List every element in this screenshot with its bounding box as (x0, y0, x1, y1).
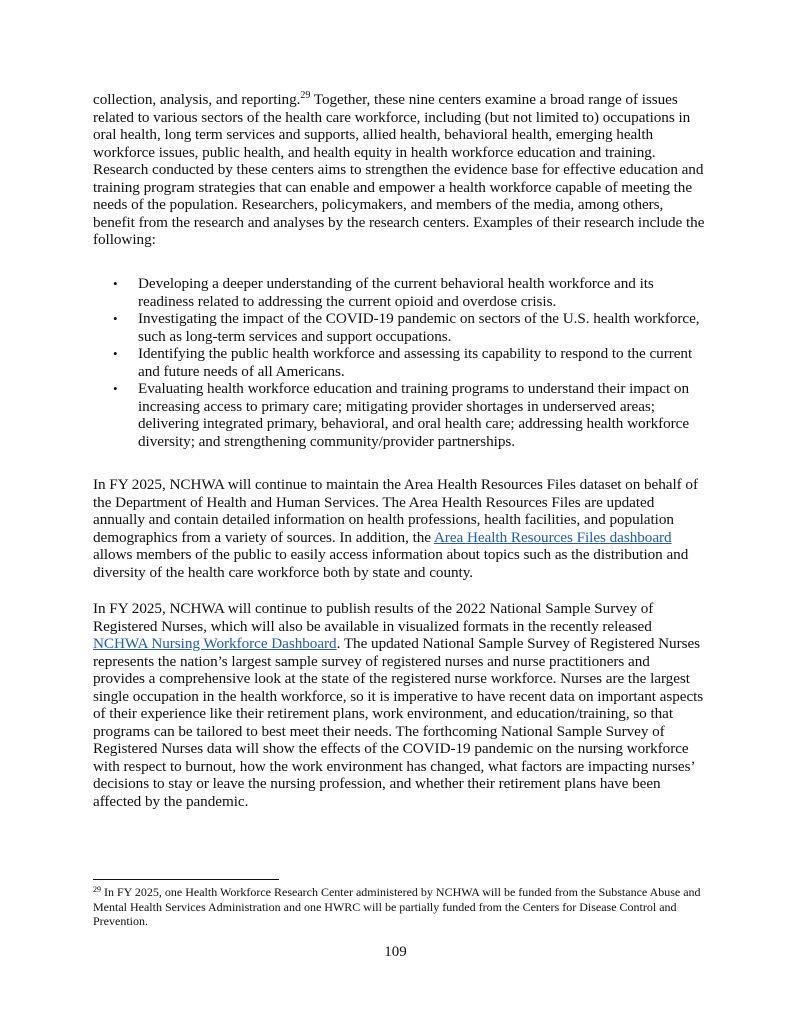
list-item-text: Developing a deeper understanding of the current behavioral health workforce and its readiness related to addressing the current opioid and overdose crisis. (138, 275, 654, 310)
page-number: 109 (384, 944, 407, 960)
paragraph-text: allows members of the public to easily access information about topics such as the distribution and diversity of the health care workforce both by state and county. (93, 546, 689, 581)
bullet-icon: • (113, 381, 118, 396)
paragraph-nursing-survey (93, 600, 705, 810)
research-examples-list (113, 275, 705, 450)
list-item (113, 345, 705, 380)
paragraph-text: In FY 2025, NCHWA will continue to maintain the Area Health Resources Files dataset on behalf of the Department of Health and Human Services. The Area Health Resources Files are updated annually and contain detailed information on health professions, health facilities, and population demographics from a variety of sources. In addition, the (93, 476, 698, 546)
footnote-number: 29 (93, 885, 101, 894)
list-item-text: Identifying the public health workforce and assessing its capability to respond to the current and future needs of all Americans. (138, 345, 693, 380)
list-item (113, 310, 705, 345)
bullet-icon: • (113, 276, 118, 291)
footnote (93, 885, 713, 929)
paragraph-text: collection, analysis, and reporting. (93, 91, 301, 108)
footnote-divider (93, 879, 279, 880)
bullet-icon: • (113, 346, 118, 361)
bullet-icon: • (113, 311, 118, 326)
paragraph-text: Together, these nine centers examine a broad range of issues related to various sectors of the health care workforce, including (but not limited to) occupations in oral health, long term services and supports, allied health, behavioral health, emerging health workforce issues, public health, and health equity in health workforce education and training. Research conducted by these centers aims to strengthen the evidence base for effective education and training program strategies that can enable and empower a health workforce capable of meeting the needs of the population. Researchers, policymakers, and members of the media, among others, benefit from the research and analyses by the research centers. Examples of their research include the following: (93, 91, 705, 248)
paragraph-text: In FY 2025, NCHWA will continue to publish results of the 2022 National Sample Survey of Registered Nurses, which will also be available in visualized formats in the recently released (93, 600, 654, 635)
nchwa-nursing-workforce-dashboard-link[interactable]: NCHWA Nursing Workforce Dashboard (93, 635, 337, 652)
paragraph-area-health-resources (93, 476, 705, 581)
footnote-text: In FY 2025, one Health Workforce Research Center administered by NCHWA will be funded from the Substance Abuse and Mental Health Services Administration and one HWRC will be partially funded from the Centers for Disease Control and Prevention. (93, 885, 701, 928)
list-item (113, 275, 705, 310)
list-item-text: Investigating the impact of the COVID-19 pandemic on sectors of the U.S. health workforce, such as long-term services and support occupations. (138, 310, 700, 345)
paragraph-research-centers (93, 91, 705, 249)
list-item (113, 380, 705, 450)
paragraph-text: . The updated National Sample Survey of Registered Nurses represents the nation’s largest sample survey of registered nurses and nurse practitioners and provides a comprehensive look at the state of the registered nurse workforce. Nurses are the largest single occupation in the health workforce, so it is imperative to have recent data on important aspects of their experience like their retirement plans, work environment, and education/training, so that programs can be tailored to best meet their needs. The forthcoming National Sample Survey of Registered Nurses data will show the effects of the COVID-19 pandemic on the nursing workforce with respect to burnout, how the work environment has changed, what factors are impacting nurses’ decisions to stay or leave the nursing profession, and whether their retirement plans have been affected by the pandemic. (93, 635, 704, 810)
footnote-reference[interactable]: 29 (300, 90, 311, 101)
list-item-text: Evaluating health workforce education and training programs to understand their impact on increasing access to primary care; mitigating provider shortages in underserved areas; delivering integrated primary, behavioral, and oral health care; addressing health workforce diversity; and strengthening community/provider partnerships. (138, 380, 690, 450)
area-health-resources-files-dashboard-link[interactable]: Area Health Resources Files dashboard (433, 528, 672, 546)
